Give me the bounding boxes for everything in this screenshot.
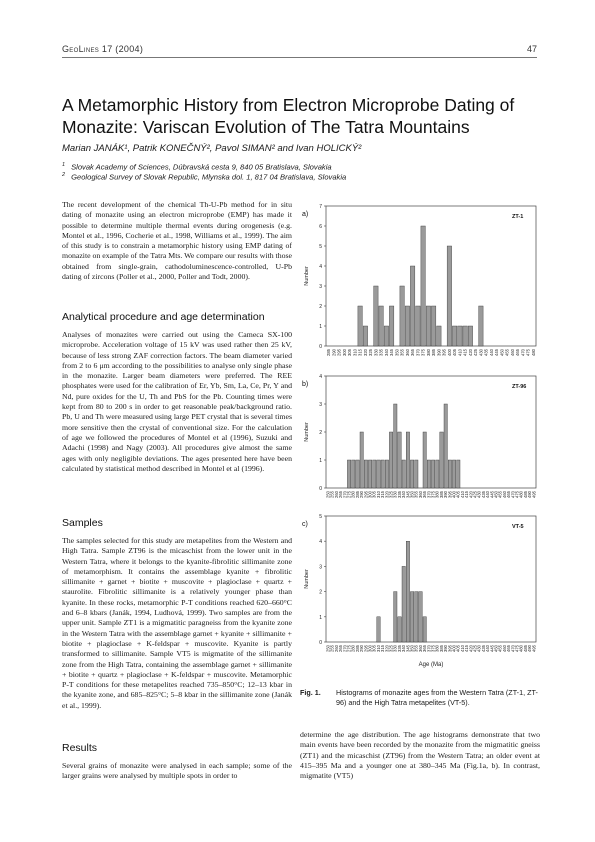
sample-label: ZT-1: [512, 214, 524, 220]
affiliation-2: $^2$ Geological Survey of Slovak Republic, Mlynska dol. 1, 817 04 Bratislava, Slovakia: [62, 172, 347, 182]
x-tick-label: 455: [497, 645, 503, 652]
x-tick-label: 410: [457, 349, 463, 356]
histogram-bar: [358, 306, 362, 346]
x-tick-label: 435: [480, 645, 486, 652]
x-tick-label: 370: [426, 645, 432, 652]
x-tick-label: 285: [326, 349, 332, 356]
running-header: [62, 44, 537, 54]
histogram-bar: [364, 460, 367, 488]
x-tick-label: 465: [515, 349, 521, 356]
y-tick-label: 5: [319, 244, 322, 250]
y-tick-label: 5: [319, 514, 322, 520]
x-tick-label: 390: [443, 645, 449, 652]
histogram-bar: [452, 326, 456, 346]
x-tick-label: 385: [438, 645, 444, 652]
x-tick-label: 255: [329, 645, 335, 652]
x-tick-label: 325: [388, 645, 394, 652]
x-tick-label: 400: [451, 645, 457, 652]
x-tick-label: 405: [455, 645, 461, 652]
x-tick-label: 280: [350, 491, 356, 498]
x-tick-label: 395: [447, 491, 453, 498]
y-axis-label: Number: [304, 266, 310, 286]
x-tick-label: 365: [422, 491, 428, 498]
x-tick-label: 400: [446, 349, 452, 356]
x-tick-label: 390: [443, 491, 449, 498]
x-tick-label: 475: [514, 491, 520, 498]
histogram-panel-a: [300, 200, 540, 368]
x-tick-label: 410: [459, 645, 465, 652]
sample-label: VT-5: [512, 524, 524, 530]
x-tick-label: 415: [464, 491, 470, 498]
x-tick-label: 265: [338, 645, 344, 652]
x-tick-label: 445: [489, 491, 495, 498]
x-tick-label: 420: [468, 645, 474, 652]
x-tick-label: 340: [401, 645, 407, 652]
x-tick-label: 445: [494, 349, 500, 356]
x-tick-label: 480: [518, 645, 524, 652]
histogram-bar: [356, 460, 359, 488]
histogram-bar: [406, 541, 409, 642]
histogram-bar: [458, 326, 462, 346]
x-tick-label: 330: [373, 349, 379, 356]
histogram-bar: [444, 404, 447, 488]
x-tick-label: 260: [333, 491, 339, 498]
panel-label: c): [302, 521, 308, 528]
x-tick-label: 445: [489, 645, 495, 652]
journal-name: GeoLines 17 (2004): [62, 44, 144, 54]
x-tick-label: 485: [522, 645, 528, 652]
x-tick-label: 430: [478, 349, 484, 356]
x-tick-label: 405: [455, 491, 461, 498]
y-tick-label: 0: [319, 344, 322, 350]
x-tick-label: 435: [483, 349, 489, 356]
x-tick-label: 425: [472, 645, 478, 652]
x-tick-label: 255: [329, 491, 335, 498]
histogram-bar: [410, 460, 413, 488]
histogram-bar: [410, 592, 413, 642]
figure-label: Fig. 1.: [300, 688, 321, 697]
x-tick-label: 250: [325, 645, 331, 652]
x-tick-label: 315: [357, 349, 363, 356]
x-tick-label: 345: [405, 645, 411, 652]
histogram-bar: [347, 460, 350, 488]
x-tick-label: 315: [380, 491, 386, 498]
x-tick-label: 370: [415, 349, 421, 356]
histogram-bar: [394, 592, 397, 642]
histogram-bar: [410, 266, 414, 346]
histogram-bar: [421, 226, 425, 346]
y-tick-label: 6: [319, 224, 322, 230]
x-tick-label: 305: [371, 645, 377, 652]
x-tick-label: 440: [485, 491, 491, 498]
y-tick-label: 0: [319, 640, 322, 646]
y-tick-label: 1: [319, 458, 322, 464]
y-tick-label: 7: [319, 204, 322, 210]
x-tick-label: 450: [493, 491, 499, 498]
y-tick-label: 2: [319, 589, 322, 596]
x-tick-label: 300: [367, 491, 373, 498]
x-tick-label: 495: [531, 491, 537, 498]
x-tick-label: 380: [434, 645, 440, 652]
y-tick-label: 4: [319, 264, 322, 270]
x-tick-label: 415: [462, 349, 468, 356]
x-tick-label: 490: [527, 491, 533, 498]
x-tick-label: 350: [409, 491, 415, 498]
x-tick-label: 365: [422, 645, 428, 652]
x-tick-label: 265: [338, 491, 344, 498]
x-tick-label: 470: [520, 349, 526, 356]
x-tick-label: 395: [441, 349, 447, 356]
x-tick-label: 380: [425, 349, 431, 356]
histogram-bar: [415, 592, 418, 642]
x-tick-label: 430: [476, 645, 482, 652]
x-tick-label: 300: [367, 645, 373, 652]
x-tick-label: 380: [434, 491, 440, 498]
x-tick-label: 260: [333, 645, 339, 652]
histogram-panel-b: [300, 370, 540, 510]
section-heading-results: Results: [62, 742, 98, 754]
histogram-bar: [389, 432, 392, 488]
section-heading-analytical: Analytical procedure and age determination: [62, 311, 265, 323]
x-tick-label: 250: [325, 491, 331, 498]
x-tick-label: 305: [371, 491, 377, 498]
x-tick-label: 280: [350, 645, 356, 652]
x-tick-label: 375: [430, 491, 436, 498]
sample-label: ZT-96: [512, 384, 527, 390]
x-tick-label: 450: [493, 645, 499, 652]
x-tick-label: 465: [506, 491, 512, 498]
y-tick-label: 0: [319, 486, 322, 492]
x-tick-label: 420: [467, 349, 473, 356]
x-tick-label: 395: [447, 645, 453, 652]
histogram-bar: [457, 460, 460, 488]
x-tick-label: 335: [396, 491, 402, 498]
histogram-bar: [447, 246, 451, 346]
histogram-bar: [377, 617, 380, 642]
x-tick-label: 340: [383, 349, 389, 356]
histogram-bar: [398, 617, 401, 642]
y-tick-label: 2: [319, 304, 322, 310]
histogram-bar: [400, 286, 404, 346]
y-tick-label: 4: [319, 374, 322, 380]
histogram-bar: [381, 460, 384, 488]
x-tick-label: 315: [380, 645, 386, 652]
x-tick-label: 465: [506, 645, 512, 652]
x-tick-label: 275: [346, 645, 352, 652]
x-tick-label: 375: [430, 645, 436, 652]
x-tick-label: 295: [363, 645, 369, 652]
article-title: A Metamorphic History from Electron Microprobe Dating of Monazite: Variscan Evolution of The Tatra Mountains: [62, 95, 515, 137]
x-tick-label: 320: [384, 491, 390, 498]
x-tick-label: 370: [426, 491, 432, 498]
histogram-bar: [436, 460, 439, 488]
x-tick-label: 470: [510, 491, 516, 498]
x-tick-label: 295: [363, 491, 369, 498]
x-tick-label: 480: [518, 491, 524, 498]
x-tick-label: 335: [396, 645, 402, 652]
x-tick-label: 335: [378, 349, 384, 356]
histogram-bar: [419, 592, 422, 642]
abstract-paragraph: The recent development of the chemical Th-U-Pb method for in situ dating of monazite using an electron microprobe (EMP) has made it possible to determine multiple thermal events during orogenesis (e.g. Montel et al., 1996, Cocherie et al., 1998, Williams et al., 1999). The aim of this study is to constrain a metamorphic history using EMP dating of monazite on example of the Tatra Mts. We compare our results with those obtained from single-grain, cathodoluminescence-controlled, U-Pb dating of zircons (Poller et al., 2000, Poller and Todt, 2000).: [62, 200, 292, 282]
histogram-bar: [463, 326, 467, 346]
y-tick-label: 2: [319, 430, 322, 436]
histogram-bar: [416, 306, 420, 346]
x-tick-label: 460: [501, 491, 507, 498]
histogram-bar: [405, 306, 409, 346]
histogram-bar: [415, 460, 418, 488]
x-tick-label: 390: [436, 349, 442, 356]
samples-paragraph: The samples selected for this study are metapelites from the Western and High Tatra. Sample ZT96 is the micaschist from the lower unit in the Western Tatra, where it belongs to the kyanite-fibrolitic sillimanite zone of metamorphism. It contains the assemblage kyanite + fibrolitic sillimanite + garnet + biotite + muscovite + plagioclase + quartz + staurolite. Fibrolitic sillimanite is a relatively younger phase than kyanite. In these rocks, metamorphic P-T conditions reached 620–660°C and 6–8 kbars (Janák, 1994, Ludhová, 1999). Two samples are from the upper unit. Sample ZT1 is a migmatitic paragneiss from the kyanite zone in the Western Tatra with the assemblage garnet + kyanite + sillimanite + biotite + plagioclase + K-feldspar + muscovite. Kyanite is partly transformed to sillimanite. Sample VT5 is migmatite of the sillimanite zone from the High Tatra, containing the assemblage garnet + sillimanite + biotite + quartz + plagioclase + K-feldspar + muscovite. Metamorphic P-T conditions for these metapelites reached 735–850°C; 12–13 kbar in the kyanite zone, and 685–825°C; 5–8 kbar in the sillimanite zone (Janák et al., 1999).: [62, 536, 292, 710]
x-tick-label: 330: [392, 491, 398, 498]
x-tick-label: 320: [362, 349, 368, 356]
x-tick-label: 360: [417, 491, 423, 498]
x-tick-label: 350: [409, 645, 415, 652]
histogram-bar: [448, 460, 451, 488]
histogram-bar: [452, 460, 455, 488]
y-axis-label: Number: [304, 569, 310, 589]
x-tick-label: 485: [522, 491, 528, 498]
histogram-bar: [385, 460, 388, 488]
x-tick-label: 475: [514, 645, 520, 652]
histogram-bar: [398, 432, 401, 488]
histogram-bar: [431, 460, 434, 488]
x-tick-label: 360: [404, 349, 410, 356]
x-tick-label: 355: [413, 491, 419, 498]
plot-frame: [326, 516, 536, 642]
histogram-bar: [384, 326, 388, 346]
x-tick-label: 310: [352, 349, 358, 356]
histogram-bar: [394, 404, 397, 488]
histogram-panel-c: [300, 510, 540, 680]
y-tick-label: 1: [319, 614, 322, 621]
x-tick-label: 460: [509, 349, 515, 356]
x-axis-label: Age (Ma): [418, 662, 444, 668]
y-tick-label: 3: [319, 564, 322, 571]
affiliation-1: $^1$ Slovak Academy of Sciences, Dúbravská cesta 9, 840 05 Bratislava, Slovakia: [62, 162, 332, 172]
x-tick-label: 385: [438, 491, 444, 498]
x-tick-label: 450: [499, 349, 505, 356]
x-tick-label: 350: [394, 349, 400, 356]
analytical-paragraph: Analyses of monazites were carried out using the Cameca SX-100 microprobe. Acceleration voltage of 15 kV was used rather then 25 kV, because of less strong ZAF correction factors. The beam diameter varied from 2 to 6 μm according to the possibilities to analyse only single phase in the monazite. Larger beam diameters were preferred. The REE phosphates were used for the calibration of Er, Yb, Sm, La, Ce, Pr, Y and Nd, pure oxides for the U, Th and PbS for the Pb. Counting times were kept from 80 to 200 s in order to get reasonable peak/background ratio. Pb, U and Th were measured using large PET crystal that is several times more sensitive then the crystal of conventional size. For the calculation of age we followed the procedures of Montel et al (1996), Suzuki and Adachi (1998) and Nagy (2003). All procedures give almost the same ages with only negligible deviations. The ages presented here have been calculated by statistical method described in Montel et al (1996).: [62, 330, 292, 473]
x-tick-label: 345: [389, 349, 395, 356]
x-tick-label: 420: [468, 491, 474, 498]
x-tick-label: 425: [473, 349, 479, 356]
histogram-bar: [437, 326, 441, 346]
x-tick-label: 290: [331, 349, 337, 356]
x-tick-label: 340: [401, 491, 407, 498]
histogram-bar: [363, 326, 367, 346]
x-tick-label: 355: [413, 645, 419, 652]
header-rule: [62, 57, 537, 58]
page-number: 47: [526, 44, 537, 54]
results-paragraph: Several grains of monazite were analysed in each sample; some of the larger grains were analysed by multiple spots in order to: [62, 761, 292, 781]
x-tick-label: 325: [388, 491, 394, 498]
x-tick-label: 355: [399, 349, 405, 356]
histogram-bar: [352, 460, 355, 488]
x-tick-label: 270: [342, 491, 348, 498]
x-tick-label: 270: [342, 645, 348, 652]
x-tick-label: 310: [375, 491, 381, 498]
x-tick-label: 310: [375, 645, 381, 652]
x-tick-label: 285: [354, 645, 360, 652]
histogram-bar: [402, 566, 405, 642]
x-tick-label: 295: [336, 349, 342, 356]
x-tick-label: 290: [359, 645, 365, 652]
x-tick-label: 475: [525, 349, 531, 356]
histogram-bar: [374, 286, 378, 346]
x-tick-label: 300: [341, 349, 347, 356]
histogram-bar: [427, 460, 430, 488]
histogram-bar: [360, 432, 363, 488]
panel-label: a): [302, 211, 309, 218]
y-tick-label: 3: [319, 402, 322, 408]
y-tick-label: 1: [319, 324, 322, 330]
x-tick-label: 345: [405, 491, 411, 498]
y-axis-label: Number: [304, 422, 310, 442]
x-tick-label: 440: [485, 645, 491, 652]
x-tick-label: 400: [451, 491, 457, 498]
x-tick-label: 435: [480, 491, 486, 498]
x-tick-label: 405: [452, 349, 458, 356]
author-list: Marian JANÁK¹, Patrik KONEČNÝ², Pavol SIMAN² and Ivan HOLICKÝ²: [62, 143, 362, 154]
histogram-bar: [426, 306, 430, 346]
x-tick-label: 290: [359, 491, 365, 498]
x-tick-label: 430: [476, 491, 482, 498]
histogram-bar: [368, 460, 371, 488]
x-tick-label: 460: [501, 645, 507, 652]
histogram-bar: [377, 460, 380, 488]
histogram-bar: [379, 306, 383, 346]
x-tick-label: 320: [384, 645, 390, 652]
section-heading-samples: Samples: [62, 517, 103, 529]
panel-label: b): [302, 381, 309, 388]
x-tick-label: 385: [431, 349, 437, 356]
figure-caption-text: Histograms of monazite ages from the Western Tatra (ZT-1, ZT-96) and the High Tatra metapelites (VT-5).: [336, 688, 538, 707]
x-tick-label: 490: [527, 645, 533, 652]
histogram-bar: [373, 460, 376, 488]
x-tick-label: 365: [410, 349, 416, 356]
x-tick-label: 440: [488, 349, 494, 356]
histogram-bar: [423, 617, 426, 642]
histogram-bar: [440, 432, 443, 488]
x-tick-label: 480: [530, 349, 536, 356]
right-column-paragraph: determine the age distribution. The age histograms demonstrate that two main events have been recorded by the monazite from the migmatitic gneiss (ZT1) and the micaschist (ZT96) from the Western Tatra; an older event at 415–395 Ma and a younger one at 380–345 Ma (Fig.1a, b). In contrast, migmatite (VT5): [300, 730, 540, 781]
histogram-bar: [402, 460, 405, 488]
histogram-bar: [431, 306, 435, 346]
x-tick-label: 455: [497, 491, 503, 498]
x-tick-label: 410: [459, 491, 465, 498]
histogram-bar: [406, 432, 409, 488]
plot-frame: [326, 206, 536, 346]
histogram-bar: [423, 432, 426, 488]
x-tick-label: 330: [392, 645, 398, 652]
x-tick-label: 425: [472, 491, 478, 498]
histogram-bar: [389, 306, 393, 346]
y-tick-label: 3: [319, 284, 322, 290]
x-tick-label: 375: [420, 349, 426, 356]
x-tick-label: 275: [346, 491, 352, 498]
y-tick-label: 4: [319, 539, 322, 546]
histogram-bar: [468, 326, 472, 346]
x-tick-label: 325: [368, 349, 374, 356]
histogram-bar: [479, 306, 483, 346]
figure-caption: [300, 688, 540, 707]
x-tick-label: 455: [504, 349, 510, 356]
x-tick-label: 305: [347, 349, 353, 356]
x-tick-label: 470: [510, 645, 516, 652]
x-tick-label: 495: [531, 645, 537, 652]
x-tick-label: 415: [464, 645, 470, 652]
x-tick-label: 285: [354, 491, 360, 498]
x-tick-label: 360: [417, 645, 423, 652]
